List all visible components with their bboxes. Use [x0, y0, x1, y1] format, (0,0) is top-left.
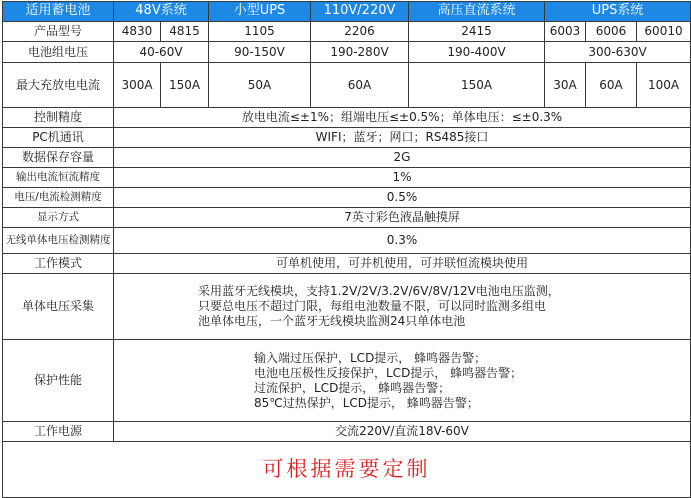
voltage-cell: 90-150V — [209, 42, 311, 63]
footer-row — [3, 442, 691, 498]
storage-value: 2G — [114, 148, 691, 168]
protect-value — [114, 340, 691, 422]
current-row — [3, 63, 691, 108]
model-cell: 6006 — [586, 22, 637, 42]
model-cell: 60010 — [637, 22, 691, 42]
cell-line: 只要总电压不超过门限，每组电池数量不限，可以同时监测多组电 — [198, 299, 547, 313]
model-cell: 4830 — [114, 22, 161, 42]
protect-row — [3, 340, 691, 422]
wireless-value: 0.3% — [114, 228, 691, 254]
cell-line: 采用蓝牙无线模块，支持1.2V/2V/3.2V/6V/8V/12V电池电压监测， — [198, 284, 560, 298]
cell-row — [3, 274, 691, 340]
model-cell: 2206 — [311, 22, 409, 42]
cc-row — [3, 168, 691, 188]
model-cell: 1105 — [209, 22, 311, 42]
model-cell: 2415 — [409, 22, 545, 42]
precision-value: 放电电流≤±1%；组端电压≤±0.5%；单体电压：≤±0.3% — [114, 108, 691, 128]
cc-label: 输出电流恒流精度 — [3, 168, 114, 188]
cc-value: 1% — [114, 168, 691, 188]
header-row — [3, 2, 691, 22]
precision-row — [3, 108, 691, 128]
model-label: 产品型号 — [3, 22, 114, 42]
voltage-cell: 40-60V — [114, 42, 209, 63]
current-label: 最大充放电电流 — [3, 63, 114, 108]
voltage-row — [3, 42, 691, 63]
storage-label: 数据保存容量 — [3, 148, 114, 168]
current-cell: 30A — [545, 63, 586, 108]
current-cell: 150A — [161, 63, 209, 108]
current-cell: 150A — [409, 63, 545, 108]
mode-value: 可单机使用，可并机使用，可并联恒流模块使用 — [114, 254, 691, 274]
current-cell: 60A — [311, 63, 409, 108]
mode-row — [3, 254, 691, 274]
display-value: 7英寸彩色液晶触摸屏 — [114, 208, 691, 228]
detect-value: 0.5% — [114, 188, 691, 208]
cell-line: 池单体电压，一个蓝牙无线模块监测24只单体电池 — [198, 314, 466, 328]
spec-table — [2, 1, 691, 498]
header-110-220v: 110V/220V — [311, 2, 409, 22]
model-row — [3, 22, 691, 42]
current-cell: 300A — [114, 63, 161, 108]
pc-label: PC机通讯 — [3, 128, 114, 148]
custom-note: 可根据需要定制 — [3, 442, 691, 498]
header-48v: 48V系统 — [114, 2, 209, 22]
header-ups-system: UPS系统 — [545, 2, 691, 22]
wireless-row — [3, 228, 691, 254]
display-row — [3, 208, 691, 228]
power-row — [3, 422, 691, 442]
detect-label: 电压/电流检测精度 — [3, 188, 114, 208]
model-cell: 6003 — [545, 22, 586, 42]
power-value: 交流220V/直流18V-60V — [114, 422, 691, 442]
header-hv-dc: 高压直流系统 — [409, 2, 545, 22]
protect-line: 电池电压极性反接保护，LCD提示， 蜂鸣器告警； — [254, 365, 523, 380]
detect-row — [3, 188, 691, 208]
precision-label: 控制精度 — [3, 108, 114, 128]
voltage-label: 电池组电压 — [3, 42, 114, 63]
model-cell: 4815 — [161, 22, 209, 42]
voltage-cell: 190-400V — [409, 42, 545, 63]
protect-line: 过流保护，LCD提示， 蜂鸣器告警； — [254, 380, 451, 395]
current-cell: 50A — [209, 63, 311, 108]
header-small-ups: 小型UPS — [209, 2, 311, 22]
pc-value: WIFI；蓝牙；网口；RS485接口 — [114, 128, 691, 148]
current-cell: 60A — [586, 63, 637, 108]
voltage-cell: 190-280V — [311, 42, 409, 63]
cell-label: 单体电压采集 — [3, 274, 114, 340]
voltage-cell: 300-630V — [545, 42, 691, 63]
protect-line: 输入端过压保护，LCD提示， 蜂鸣器告警； — [254, 350, 487, 365]
wireless-label: 无线单体电压检测精度 — [3, 228, 114, 254]
pc-row — [3, 128, 691, 148]
current-cell: 100A — [637, 63, 691, 108]
cell-value — [114, 274, 691, 340]
header-battery: 适用蓄电池 — [3, 2, 114, 22]
mode-label: 工作模式 — [3, 254, 114, 274]
storage-row — [3, 148, 691, 168]
power-label: 工作电源 — [3, 422, 114, 442]
protect-line: 85℃过热保护，LCD提示， 蜂鸣器告警； — [254, 395, 479, 410]
display-label: 显示方式 — [3, 208, 114, 228]
protect-label: 保护性能 — [3, 340, 114, 422]
